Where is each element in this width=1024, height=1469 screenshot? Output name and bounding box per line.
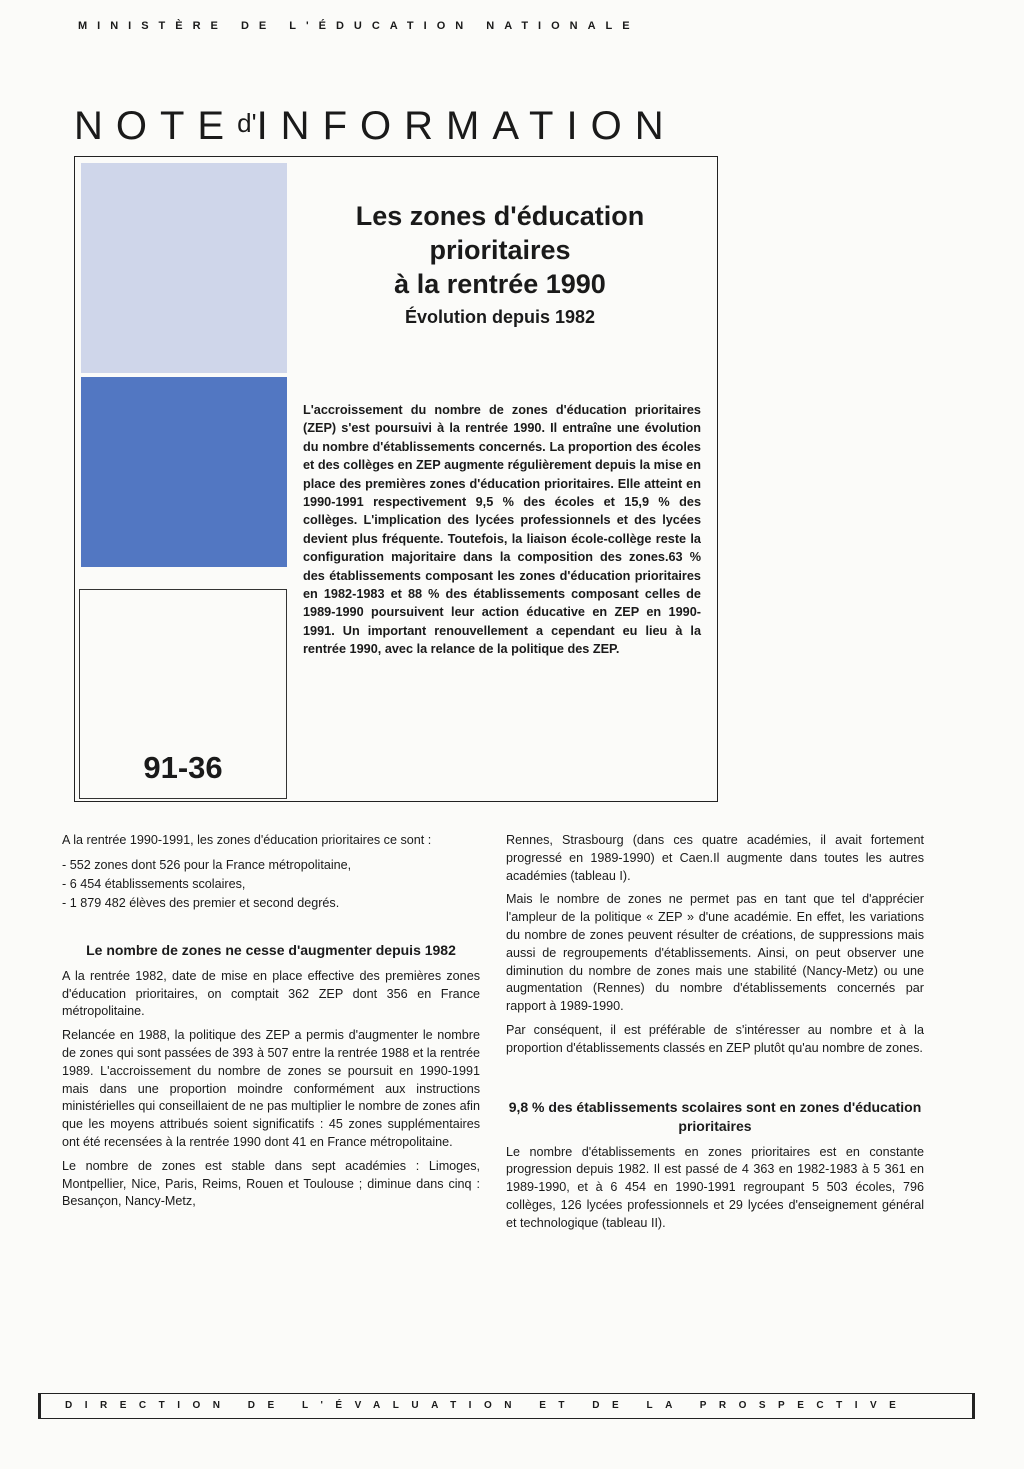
pale-blue-block (81, 163, 287, 373)
cover-box (74, 156, 718, 802)
section-heading-zones: Le nombre de zones ne cesse d'augmenter depuis 1982 (86, 941, 456, 958)
paragraph: Relancée en 1988, la politique des ZEP a permis d'augmenter le nombre de zones qui sont passées de 393 à 507 entre la rentrée 1988 et la rentrée 1989. L'accroissement du nombre de zones se poursuit en 1990-1991 mais dans une proportion moindre conformément aux instructions ministérielles qui conseillaient de ne pas multiplier le nombre de zones afin que les moyens attribués soient significatifs : 45 zones supplémentaires ont été recensées à la rentrée 1990 dont 41 en France métropolitaine. (62, 1028, 480, 1149)
paragraph: Mais le nombre de zones ne permet pas en tant que tel d'apprécier l'ampleur de la politique « ZEP » d'une académie. En effet, les variations du nombre de zones peuvent résulter de créations, de suppressions mais aussi de regroupements d'établissements. Ainsi, on peut observer une diminution du nombre de zones mais une stabilité (Nancy-Metz) ou une augmentation (Rennes) du nombre d'établissements concernés par rapport à 1989-1990. (506, 892, 924, 1014)
right-column (506, 832, 924, 1239)
paragraph: Le nombre de zones est stable dans sept académies : Limoges, Montpellier, Nice, Paris, Reims, Rouen et Toulouse ; diminue dans cinq : Besançon, Nancy-Metz, (62, 1158, 480, 1209)
list-item: - 6 454 établissements scolaires, (62, 876, 246, 891)
blue-block (81, 377, 287, 567)
note-subtitle: Évolution depuis 1982 (404, 307, 596, 327)
masthead-d: d' (237, 108, 257, 138)
paragraph: Par conséquent, il est préférable de s'intéresser au nombre et à la proportion d'établissements classés en ZEP plutôt qu'au nombre de zones. (506, 1022, 924, 1055)
footer-band (38, 1393, 975, 1419)
masthead-title (74, 104, 677, 149)
title-line: Les zones d'éducation (355, 201, 645, 231)
paragraph: A la rentrée 1982, date de mise en place effective des premières zones d'éducation prioritaires, on comptait 362 ZEP dont 356 en France métropolitaine. (62, 968, 480, 1019)
intro-paragraph: A la rentrée 1990-1991, les zones d'éducation prioritaires ce sont : (62, 833, 432, 847)
note-number: 91-36 (143, 750, 223, 785)
paragraph: Rennes, Strasbourg (dans ces quatre académies, il avait fortement progressé en 1989-1990) et Caen.Il augmente dans toutes les autres académies (tableau I). (506, 833, 924, 883)
section-heading-etablissements: 9,8 % des établissements scolaires sont en zones d'éducation prioritaires (508, 1098, 922, 1134)
key-figures-list (62, 856, 480, 913)
title-line: prioritaires (429, 235, 571, 265)
ministry-header: MINISTÈRE DE L'ÉDUCATION NATIONALE (78, 20, 640, 32)
left-column (62, 832, 480, 1217)
list-item: - 552 zones dont 526 pour la France métropolitaine, (62, 857, 352, 872)
list-item: - 1 879 482 élèves des premier et second degrés. (62, 895, 340, 910)
masthead-note: NOTE (74, 104, 238, 148)
masthead-information: INFORMATION (256, 104, 677, 148)
paragraph: Le nombre d'établissements en zones prioritaires est en constante progression depuis 1982. Il est passé de 4 363 en 1982-1983 à 5 361 en 1989-1990, et à 6 454 en 1990-1991 regroupant 5 503 écoles, 796 collèges, 126 lycées professionnels et 29 lycées d'enseignement général et technologique (tableau II). (506, 1144, 924, 1230)
abstract: L'accroissement du nombre de zones d'éducation prioritaires (ZEP) s'est poursuivi à la rentrée 1990. Il entraîne une évolution du nombre d'établissements concernés. La proportion des écoles et des collèges en ZEP augmente régulièrement depuis la mise en place des premières zones d'éducation prioritaires. Elle atteint en 1990-1991 respectivement 9,5 % des écoles et 15,9 % des collèges. L'implication des lycées professionnels et des lycées devient plus fréquente. Toutefois, la liaison école-collège reste la configuration majoritaire dans la composition des zones.63 % des établissements composant les zones d'éducation prioritaires en 1982-1983 et 88 % des établissements composant celles de 1989-1990 poursuivent leur action éducative en ZEP en 1990-1991. Un important renouvellement a cependant eu lieu à la rentrée 1990, avec la relance de la politique des ZEP. (303, 403, 701, 657)
number-box (79, 589, 287, 799)
title-line: à la rentrée 1990 (394, 269, 606, 299)
note-title (303, 199, 697, 301)
footer-text: DIRECTION DE L'ÉVALUATION ET DE LA PROSPECTIVE (65, 1400, 909, 1411)
